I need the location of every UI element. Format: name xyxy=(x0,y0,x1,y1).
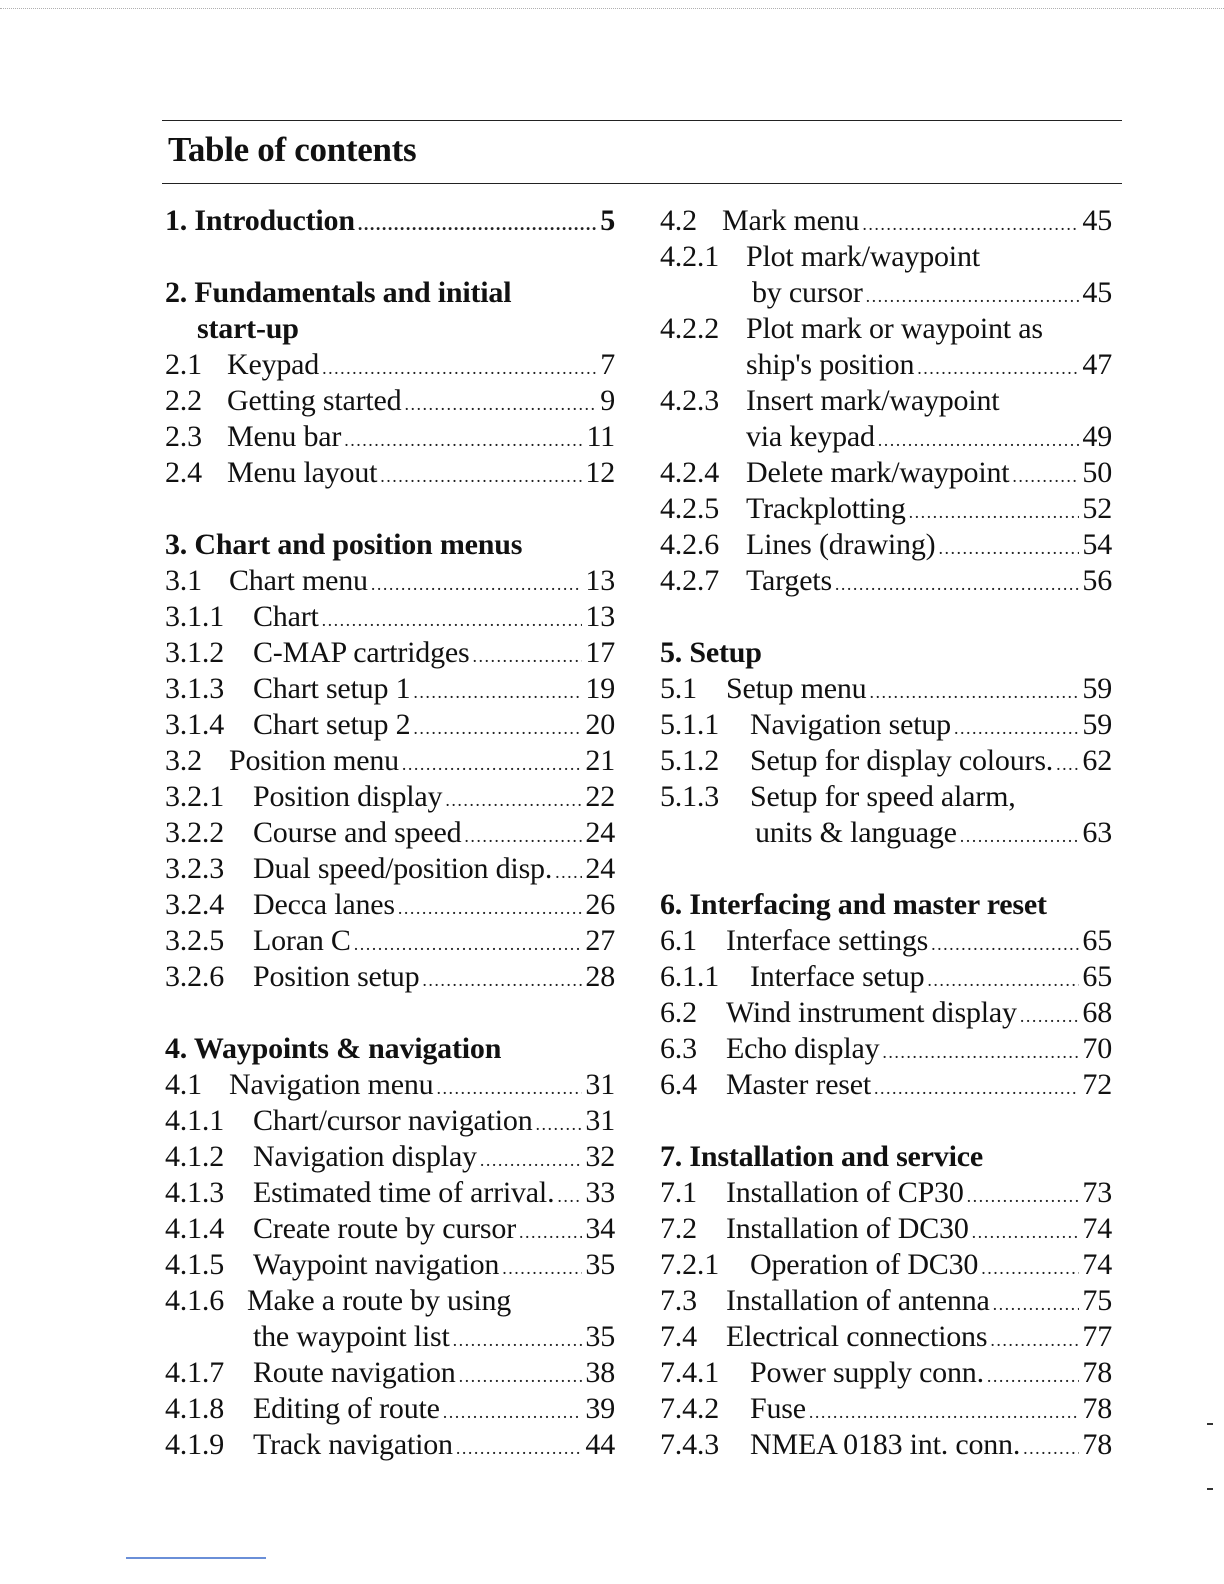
toc-entry[interactable] xyxy=(660,995,1112,1031)
toc-page-number: 63 xyxy=(1082,816,1112,849)
toc-entry-title: Navigation setup xyxy=(750,708,951,741)
toc-entry-title: Keypad xyxy=(227,348,320,381)
toc-entry[interactable] xyxy=(165,1139,615,1175)
leader-dots xyxy=(445,782,582,818)
toc-entry-number: 3.2.3 xyxy=(165,852,225,885)
toc-section-7-items xyxy=(660,1175,1112,1463)
toc-page-number: 39 xyxy=(585,1392,615,1425)
toc-page-number: 75 xyxy=(1082,1284,1112,1317)
toc-entry[interactable] xyxy=(660,671,1112,707)
leader-dots xyxy=(1012,458,1079,494)
toc-entry-title: Master reset xyxy=(726,1068,872,1101)
toc-entry-number: 7.4.1 xyxy=(660,1356,720,1389)
leader-dots xyxy=(909,494,1080,530)
toc-entry-number: 7.4.3 xyxy=(660,1428,720,1461)
leader-dots xyxy=(464,818,582,854)
leader-dots xyxy=(878,422,1080,458)
toc-entry-number: 3.2.2 xyxy=(165,816,225,849)
toc-entry-number: 3.1.1 xyxy=(165,600,225,633)
toc-entry-title: Route navigation xyxy=(253,1356,456,1389)
toc-page-number: 56 xyxy=(1082,564,1112,597)
toc-entry-number: 2.3 xyxy=(165,420,202,453)
toc-entry-title: Position display xyxy=(253,780,443,813)
toc-page-number: 33 xyxy=(585,1176,615,1209)
leader-dots xyxy=(344,422,583,458)
leader-dots xyxy=(874,1070,1079,1106)
toc-entry-number: 4.2.3 xyxy=(660,384,720,417)
toc-entry[interactable] xyxy=(660,743,1112,779)
toc-entry-number: 3.1.2 xyxy=(165,636,225,669)
toc-page-number: 7 xyxy=(600,348,615,381)
toc-entry-number: 7.4 xyxy=(660,1320,697,1353)
leader-dots xyxy=(459,1358,583,1394)
toc-page-number: 54 xyxy=(1082,528,1112,561)
toc-page-number: 74 xyxy=(1082,1248,1112,1281)
leader-dots xyxy=(993,1286,1080,1322)
toc-page-number: 24 xyxy=(585,852,615,885)
toc-entry-title: Chart xyxy=(253,600,319,633)
toc-entry-title: Navigation menu xyxy=(229,1068,434,1101)
leader-dots xyxy=(322,602,583,638)
toc-entry[interactable] xyxy=(660,1391,1112,1427)
leader-dots xyxy=(917,350,1079,386)
toc-page-number: 20 xyxy=(585,708,615,741)
leader-dots xyxy=(931,926,1079,962)
toc-section-4-items-after xyxy=(165,1355,615,1463)
toc-entry-number: 4.1.5 xyxy=(165,1248,225,1281)
toc-page-number: 78 xyxy=(1082,1428,1112,1461)
leader-dots xyxy=(354,926,583,962)
leader-dots xyxy=(972,1214,1080,1250)
toc-entry-number: 4.1.1 xyxy=(165,1104,225,1137)
leader-dots xyxy=(480,1142,583,1178)
leader-dots xyxy=(835,566,1079,602)
toc-entry-number: 7.2.1 xyxy=(660,1248,720,1281)
toc-section-5-items xyxy=(660,671,1112,779)
leader-dots xyxy=(456,1430,583,1466)
toc-entry-number: 4.2.4 xyxy=(660,456,720,489)
toc-page-number: 11 xyxy=(586,420,615,453)
toc-entry-title: Loran C xyxy=(253,924,351,957)
toc-section-7-heading[interactable]: 7. Installation and service xyxy=(660,1140,983,1173)
toc-entry-number: 4.1.3 xyxy=(165,1176,225,1209)
toc-entry-number: 4.1.7 xyxy=(165,1356,225,1389)
toc-entry[interactable] xyxy=(660,1031,1112,1067)
toc-entry-number: 6.1.1 xyxy=(660,960,720,993)
toc-entry-title: Fuse xyxy=(750,1392,806,1425)
leader-dots xyxy=(987,1358,1080,1394)
toc-page-number: 32 xyxy=(585,1140,615,1173)
toc-page-number: 19 xyxy=(585,672,615,705)
toc-page-number: 12 xyxy=(585,456,615,489)
toc-entry[interactable] xyxy=(165,563,615,599)
toc-entry[interactable]: 4.1.6 Make a route by using xyxy=(165,1284,512,1317)
toc-entry-title: Chart setup 2 xyxy=(253,708,411,741)
toc-entry[interactable] xyxy=(165,1427,615,1463)
toc-entry-title: Getting started xyxy=(227,384,402,417)
leader-dots xyxy=(413,674,582,710)
toc-entry-number: 4.1 xyxy=(165,1068,202,1101)
toc-page-number: 34 xyxy=(585,1212,615,1245)
toc-entry-number: 6.4 xyxy=(660,1068,697,1101)
toc-entry-title: Estimated time of arrival. xyxy=(253,1176,555,1209)
toc-entry-number: 4.2.7 xyxy=(660,564,720,597)
toc-entry-title: Power supply conn. xyxy=(750,1356,984,1389)
toc-entry-number: 4.1.4 xyxy=(165,1212,225,1245)
leader-dots xyxy=(358,206,597,242)
toc-entry-title: Decca lanes xyxy=(253,888,395,921)
toc-entry[interactable] xyxy=(165,383,615,419)
toc-entry-number: 4.2.2 xyxy=(660,312,720,345)
toc-entry-number: 3.2.1 xyxy=(165,780,225,813)
toc-entry-number: 4.1.8 xyxy=(165,1392,225,1425)
toc-entry-number: 6.1 xyxy=(660,924,697,957)
toc-page-number: 50 xyxy=(1082,456,1112,489)
toc-entry[interactable] xyxy=(660,923,1112,959)
toc-entry[interactable] xyxy=(660,1319,1112,1355)
leader-dots xyxy=(519,1214,582,1250)
leader-dots xyxy=(555,854,582,890)
leader-dots xyxy=(502,1250,582,1286)
toc-entry[interactable] xyxy=(165,455,615,491)
toc-entry-number: 7.1 xyxy=(660,1176,697,1209)
toc-entry-number: 2.1 xyxy=(165,348,202,381)
toc-entry-number: 3.2.5 xyxy=(165,924,225,957)
toc-page-number: 17 xyxy=(585,636,615,669)
toc-entry[interactable] xyxy=(165,1355,615,1391)
margin-tick xyxy=(1207,1423,1213,1425)
toc-page-number: 13 xyxy=(585,564,615,597)
toc-entry-number: 3.2.6 xyxy=(165,960,225,993)
toc-entry[interactable] xyxy=(165,779,615,815)
toc-page-number: 5 xyxy=(600,204,615,237)
toc-page-number: 28 xyxy=(585,960,615,993)
toc-entry[interactable] xyxy=(165,707,615,743)
leader-dots xyxy=(990,1322,1079,1358)
toc-entry[interactable] xyxy=(165,1103,615,1139)
toc-page-number: 65 xyxy=(1082,924,1112,957)
toc-entry-title: Operation of DC30 xyxy=(750,1248,979,1281)
toc-entry-number: 7.3 xyxy=(660,1284,697,1317)
toc-entry[interactable] xyxy=(660,1283,1112,1319)
toc-page-number: 22 xyxy=(585,780,615,813)
toc-entry[interactable] xyxy=(165,1391,615,1427)
toc-entry-title: Navigation display xyxy=(253,1140,477,1173)
toc-entry[interactable] xyxy=(660,1427,1112,1463)
page-title: Table of contents xyxy=(168,130,417,169)
toc-entry-cont[interactable]: units & language ..... 63 xyxy=(660,815,1112,851)
toc-entry-number: 5.1.1 xyxy=(660,708,720,741)
toc-entry[interactable] xyxy=(165,743,615,779)
leader-dots xyxy=(927,962,1079,998)
toc-entry[interactable] xyxy=(165,887,615,923)
toc-entry-cont[interactable]: by cursor ..... 45 xyxy=(660,275,1112,311)
leader-dots xyxy=(870,674,1080,710)
leader-dots xyxy=(960,818,1080,854)
toc-page-number: 44 xyxy=(585,1428,615,1461)
toc-entry-title: Setup for display colours. xyxy=(750,744,1054,777)
toc-entry-title: Chart setup 1 xyxy=(253,672,411,705)
toc-entry-number: 4.2.5 xyxy=(660,492,720,525)
leader-dots xyxy=(322,350,597,386)
toc-entry[interactable]: 4.2.2 Plot mark or waypoint as xyxy=(660,312,1043,345)
toc-page-number: 52 xyxy=(1082,492,1112,525)
toc-entry[interactable] xyxy=(165,347,615,383)
leader-dots xyxy=(453,1322,583,1358)
toc-entry-title: Lines (drawing) xyxy=(746,528,936,561)
toc-entry-title: Installation of DC30 xyxy=(726,1212,969,1245)
leader-dots xyxy=(809,1394,1080,1430)
toc-entry[interactable] xyxy=(165,599,615,635)
toc-entry-title: Dual speed/position disp. xyxy=(253,852,553,885)
toc-entry[interactable] xyxy=(165,815,615,851)
toc-entry[interactable] xyxy=(660,491,1112,527)
toc-entry-title: Installation of CP30 xyxy=(726,1176,964,1209)
leader-dots xyxy=(380,458,582,494)
toc-entry-title: Editing of route xyxy=(253,1392,440,1425)
toc-page-number: 35 xyxy=(585,1248,615,1281)
toc-entry[interactable] xyxy=(660,1067,1112,1103)
toc-entry-number: 4.1.6 xyxy=(165,1284,225,1317)
toc-entry[interactable] xyxy=(165,923,615,959)
toc-page-number: 77 xyxy=(1082,1320,1112,1353)
toc-entry[interactable] xyxy=(165,851,615,887)
toc-page-number: 21 xyxy=(585,744,615,777)
toc-entry-number: 4.1.9 xyxy=(165,1428,225,1461)
toc-entry[interactable] xyxy=(660,455,1112,491)
toc-entry-number: 5.1.2 xyxy=(660,744,720,777)
toc-entry[interactable] xyxy=(165,1175,615,1211)
toc-entry[interactable] xyxy=(660,707,1112,743)
leader-dots xyxy=(862,206,1079,242)
toc-entry[interactable] xyxy=(660,1355,1112,1391)
toc-entry-title: Chart menu xyxy=(229,564,368,597)
toc-entry-title: Targets xyxy=(746,564,832,597)
toc-entry-number: 3.1.4 xyxy=(165,708,225,741)
toc-entry-number: 3.1 xyxy=(165,564,202,597)
leader-dots xyxy=(404,386,597,422)
toc-entry[interactable] xyxy=(660,563,1112,599)
leader-dots xyxy=(398,890,583,926)
toc-entry[interactable] xyxy=(660,959,1112,995)
leader-dots xyxy=(557,1178,582,1214)
toc-page-number: 27 xyxy=(585,924,615,957)
toc-entry-title: Interface settings xyxy=(726,924,929,957)
toc-entry-title: Electrical connections xyxy=(726,1320,988,1353)
toc-section-4-heading[interactable]: 4. Waypoints & navigation xyxy=(165,1032,502,1065)
toc-page-number: 31 xyxy=(585,1104,615,1137)
toc-entry[interactable] xyxy=(660,1175,1112,1211)
toc-page-number: 35 xyxy=(585,1320,615,1353)
toc-entry[interactable] xyxy=(165,959,615,995)
toc-page-number: 59 xyxy=(1082,672,1112,705)
toc-entry-number: 4.2 xyxy=(660,204,697,237)
leader-dots xyxy=(472,638,582,674)
toc-page-number: 65 xyxy=(1082,960,1112,993)
leader-dots xyxy=(981,1250,1079,1286)
toc-entry[interactable]: 4.2.3 Insert mark/waypoint xyxy=(660,384,1000,417)
toc-page-number: 24 xyxy=(585,816,615,849)
toc-section-2-heading[interactable]: 2. Fundamentals and initial xyxy=(165,276,512,309)
toc-page-number: 62 xyxy=(1082,744,1112,777)
toc-entry-number: 3.2.4 xyxy=(165,888,225,921)
leader-dots xyxy=(1023,1430,1079,1466)
toc-entry-title: Course and speed xyxy=(253,816,462,849)
toc-entry-number: 6.2 xyxy=(660,996,697,1029)
leader-dots xyxy=(402,746,582,782)
toc-entry[interactable]: 4.2 Mark menu ..... 45 xyxy=(660,203,1112,239)
toc-entry-number: 2.2 xyxy=(165,384,202,417)
toc-entry-number: 4.2.6 xyxy=(660,528,720,561)
toc-page-number: 49 xyxy=(1082,420,1112,453)
leader-dots xyxy=(443,1394,583,1430)
toc-page-number: 45 xyxy=(1082,204,1112,237)
toc-section-1[interactable]: 1. Introduction ..... 5 xyxy=(165,203,615,239)
leader-dots xyxy=(436,1070,582,1106)
leader-dots xyxy=(536,1106,583,1142)
toc-page-number: 59 xyxy=(1082,708,1112,741)
toc-entry[interactable] xyxy=(660,1211,1112,1247)
toc-entry[interactable] xyxy=(165,635,615,671)
toc-page-number: 68 xyxy=(1082,996,1112,1029)
leader-dots xyxy=(1056,746,1079,782)
toc-section-4-2-items xyxy=(660,455,1112,599)
toc-entry[interactable] xyxy=(165,419,615,455)
toc-entry-number: 4.1.2 xyxy=(165,1140,225,1173)
scan-edge xyxy=(0,8,1224,9)
toc-section-4-items xyxy=(165,1067,615,1283)
toc-page-number: 47 xyxy=(1082,348,1112,381)
toc-entry-number: 7.4.2 xyxy=(660,1392,720,1425)
toc-entry-title: Interface setup xyxy=(750,960,925,993)
toc-section-6-items xyxy=(660,923,1112,1103)
toc-section-5-heading[interactable]: 5. Setup xyxy=(660,636,762,669)
toc-page-number: 78 xyxy=(1082,1356,1112,1389)
toc-entry-title: Chart/cursor navigation xyxy=(253,1104,533,1137)
toc-section-6-heading[interactable]: 6. Interfacing and master reset xyxy=(660,888,1047,921)
leader-dots xyxy=(1020,998,1080,1034)
toc-entry[interactable] xyxy=(660,527,1112,563)
toc-page-number: 31 xyxy=(585,1068,615,1101)
toc-entry[interactable] xyxy=(165,671,615,707)
toc-entry-cont[interactable]: ship's position ..... 47 xyxy=(660,347,1112,383)
toc-page-number: 78 xyxy=(1082,1392,1112,1425)
page-edge-mark xyxy=(126,1557,266,1559)
toc-entry-title: Installation of antenna xyxy=(726,1284,990,1317)
toc-entry-title: Wind instrument display xyxy=(726,996,1017,1029)
leader-dots xyxy=(882,1034,1079,1070)
toc-page-number: 38 xyxy=(585,1356,615,1389)
toc-entry-title: Waypoint navigation xyxy=(253,1248,500,1281)
toc-entry-title: Delete mark/waypoint xyxy=(746,456,1010,489)
leader-dots xyxy=(938,530,1079,566)
top-rule xyxy=(162,120,1122,121)
leader-dots xyxy=(954,710,1079,746)
toc-entry-title: Track navigation xyxy=(253,1428,453,1461)
leader-dots xyxy=(866,278,1080,314)
leader-dots xyxy=(422,962,582,998)
toc-entry-title: NMEA 0183 int. conn. xyxy=(750,1428,1021,1461)
leader-dots xyxy=(413,710,582,746)
toc-right-column xyxy=(660,203,1112,1463)
toc-entry[interactable]: 5.1.3 Setup for speed alarm, xyxy=(660,780,1016,813)
toc-entry-number: 2.4 xyxy=(165,456,202,489)
toc-page-number: 45 xyxy=(1082,276,1112,309)
toc-entry-number: 4.2.1 xyxy=(660,240,720,273)
toc-entry-title: Echo display xyxy=(726,1032,880,1065)
toc-page-number: 26 xyxy=(585,888,615,921)
toc-section-2-heading-cont: start-up xyxy=(197,312,299,345)
toc-entry[interactable] xyxy=(660,1247,1112,1283)
margin-tick xyxy=(1207,1488,1213,1490)
toc-entry[interactable] xyxy=(165,1247,615,1283)
toc-entry[interactable]: 4.2.1 Plot mark/waypoint xyxy=(660,240,980,273)
leader-dots xyxy=(371,566,583,602)
toc-entry-title: Setup menu xyxy=(726,672,867,705)
toc-section-3-heading[interactable]: 3. Chart and position menus xyxy=(165,528,523,561)
toc-page-number: 74 xyxy=(1082,1212,1112,1245)
toc-section-3-items xyxy=(165,563,615,995)
toc-entry-title: Create route by cursor xyxy=(253,1212,516,1245)
toc-entry-cont[interactable]: the waypoint list ..... 35 xyxy=(165,1319,615,1355)
toc-page-number: 70 xyxy=(1082,1032,1112,1065)
toc-entry-number: 6.3 xyxy=(660,1032,697,1065)
toc-entry-title: Menu bar xyxy=(227,420,342,453)
toc-entry-title: Position menu xyxy=(229,744,399,777)
toc-entry-title: Position setup xyxy=(253,960,420,993)
toc-entry-number: 5.1.3 xyxy=(660,780,720,813)
toc-page-number: 13 xyxy=(585,600,615,633)
toc-entry-title: C-MAP cartridges xyxy=(253,636,470,669)
leader-dots xyxy=(967,1178,1080,1214)
toc-entry-title: Trackplotting xyxy=(746,492,906,525)
toc-section-2-items xyxy=(165,347,615,491)
toc-entry[interactable] xyxy=(165,1211,615,1247)
toc-entry-number: 5.1 xyxy=(660,672,697,705)
toc-entry-number: 3.2 xyxy=(165,744,202,777)
toc-page-number: 73 xyxy=(1082,1176,1112,1209)
toc-entry[interactable] xyxy=(165,1067,615,1103)
toc-left-column xyxy=(165,203,615,1463)
toc-page-number: 72 xyxy=(1082,1068,1112,1101)
title-rule xyxy=(162,183,1122,184)
toc-entry-number: 7.2 xyxy=(660,1212,697,1245)
toc-page-number: 9 xyxy=(600,384,615,417)
toc-entry-cont[interactable]: via keypad ..... 49 xyxy=(660,419,1112,455)
toc-entry-number: 3.1.3 xyxy=(165,672,225,705)
toc-entry-title: Menu layout xyxy=(227,456,378,489)
